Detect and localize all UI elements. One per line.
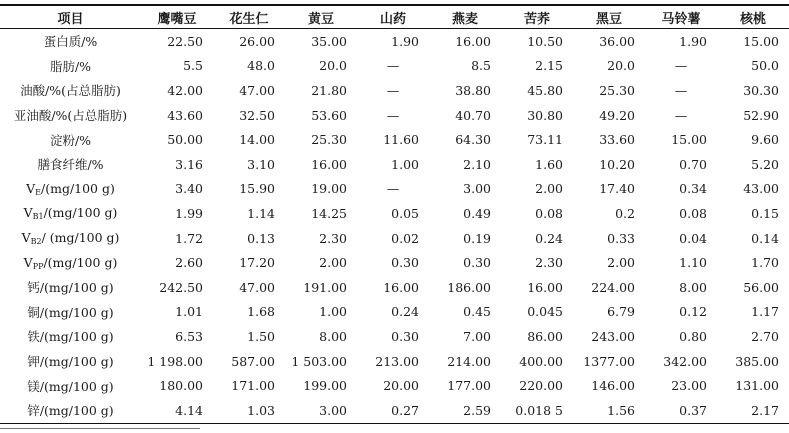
table-header-row — [0, 5, 789, 29]
table-cell: 26.00 — [239, 33, 275, 49]
table-row — [0, 398, 789, 423]
table-row — [0, 324, 789, 349]
table-cell: 5.5 — [183, 58, 203, 74]
table-cell: 2.60 — [175, 255, 203, 271]
table-cell: 1.60 — [535, 156, 563, 172]
table-row — [0, 201, 789, 226]
row-label — [0, 250, 141, 275]
table-cell: 0.018 5 — [501, 398, 573, 423]
table-row — [0, 152, 789, 177]
row-label: 蛋白质/% — [43, 34, 98, 50]
row-label: 镁/(mg/100 g) — [27, 378, 114, 394]
row-label-subscript: B1 — [32, 212, 44, 222]
table-row — [0, 78, 789, 103]
table-cell: 2.30 — [319, 230, 347, 246]
table-row — [0, 103, 789, 128]
table-cell: 47.00 — [239, 82, 275, 98]
table-cell: 2.70 — [751, 328, 779, 344]
table-cell: 213.00 — [375, 353, 419, 369]
table-row — [0, 349, 789, 374]
column-header-food: 黄豆 — [285, 5, 357, 29]
row-label: 淀粉/% — [49, 132, 92, 148]
table-cell: 171.00 — [231, 378, 275, 394]
table-cell: 8.00 — [319, 328, 347, 344]
table-cell: 1.14 — [247, 205, 275, 221]
table-cell: 16.00 — [383, 279, 419, 295]
table-row — [0, 373, 789, 398]
table-cell: 2.15 — [535, 58, 563, 74]
table-cell: 4.14 — [141, 398, 213, 423]
column-header-food: 花生仁 — [213, 5, 285, 29]
table-cell: 53.60 — [311, 107, 347, 123]
row-label — [0, 201, 141, 226]
table-cell: 8.00 — [679, 279, 707, 295]
table-cell: 3.10 — [247, 156, 275, 172]
table-cell: 6.79 — [607, 304, 635, 320]
table-cell: 33.60 — [599, 132, 635, 148]
table-row — [0, 300, 789, 325]
row-label-subscript: PP — [32, 261, 44, 271]
table-cell: 242.50 — [159, 279, 203, 295]
table-cell: 0.45 — [463, 304, 491, 320]
table-cell: 48.0 — [247, 58, 275, 74]
table-cell: 14.25 — [311, 205, 347, 221]
table-cell: — — [674, 58, 688, 74]
row-label-main: V — [23, 254, 33, 270]
table-cell: 0.08 — [535, 205, 563, 221]
table-cell: 20.0 — [319, 58, 347, 74]
table-cell: 180.00 — [159, 378, 203, 394]
table-cell: 0.49 — [463, 205, 491, 221]
table-cell: 1.90 — [679, 33, 707, 49]
table-cell: 49.20 — [599, 107, 635, 123]
table-cell: 0.24 — [535, 230, 563, 246]
table-cell: 400.00 — [519, 353, 563, 369]
table-cell: 1.03 — [213, 398, 285, 423]
table-cell: 1.70 — [751, 255, 779, 271]
table-cell: 214.00 — [447, 353, 491, 369]
table-cell: 64.30 — [455, 132, 491, 148]
column-header-food: 黑豆 — [573, 5, 645, 29]
row-label: 膳食纤维/% — [37, 157, 104, 173]
table-cell: 0.27 — [357, 398, 429, 423]
table-cell: 191.00 — [303, 279, 347, 295]
column-header-food: 马铃薯 — [645, 5, 717, 29]
table-cell: 0.70 — [679, 156, 707, 172]
table-row — [0, 177, 789, 202]
table-body — [0, 29, 789, 424]
row-label: 油酸/%(占总脂肪) — [20, 83, 121, 99]
row-label: 铜/(mg/100 g) — [27, 304, 114, 320]
table-cell: 17.20 — [239, 255, 275, 271]
table-cell: 15.00 — [671, 132, 707, 148]
table-cell: 1.50 — [247, 328, 275, 344]
table-cell: 10.50 — [527, 33, 563, 49]
table-cell: 0.24 — [391, 304, 419, 320]
table-cell: 131.00 — [735, 378, 779, 394]
table-cell: — — [386, 107, 400, 123]
table-cell: 0.80 — [679, 328, 707, 344]
row-label: 亚油酸/%(占总脂肪) — [13, 108, 128, 124]
table-cell: — — [386, 181, 400, 197]
table-cell: 30.80 — [527, 107, 563, 123]
row-label: 脂肪/% — [49, 58, 92, 74]
table-cell: 0.05 — [391, 205, 419, 221]
row-label-main: V — [23, 205, 33, 221]
row-label-unit: /(mg/100 g) — [43, 254, 118, 270]
table-cell: 10.20 — [599, 156, 635, 172]
table-cell: 177.00 — [447, 378, 491, 394]
table-cell: — — [386, 58, 400, 74]
row-label: 锌/(mg/100 g) — [0, 398, 141, 423]
table-row — [0, 29, 789, 54]
table-cell: 7.00 — [463, 328, 491, 344]
table-cell: 23.00 — [671, 378, 707, 394]
table-cell: 17.40 — [599, 181, 635, 197]
table-cell: 36.00 — [599, 33, 635, 49]
table-cell: 220.00 — [519, 378, 563, 394]
table-cell: 86.00 — [527, 328, 563, 344]
table-cell: 1.10 — [679, 255, 707, 271]
table-cell: 43.60 — [167, 107, 203, 123]
table-cell: 0.34 — [679, 181, 707, 197]
table-cell: 5.20 — [751, 156, 779, 172]
table-cell: 146.00 — [591, 378, 635, 394]
table-cell: — — [386, 82, 400, 98]
table-cell: 1 503.00 — [291, 353, 347, 369]
table-row — [0, 275, 789, 300]
table-row — [0, 127, 789, 152]
table-cell: 1.68 — [247, 304, 275, 320]
table-cell: 50.00 — [167, 132, 203, 148]
column-header-food: 核桃 — [717, 5, 789, 29]
table-cell: 0.30 — [391, 328, 419, 344]
row-label-unit: /(mg/100 g) — [41, 180, 115, 196]
table-cell: 0.045 — [527, 304, 563, 320]
row-label: 钾/(mg/100 g) — [27, 354, 114, 370]
row-label-main: V — [21, 230, 31, 246]
table-cell: 20.0 — [607, 58, 635, 74]
table-cell: 0.33 — [607, 230, 635, 246]
nutrition-table — [0, 4, 789, 424]
table-cell: 2.00 — [607, 255, 635, 271]
footnote-rule — [0, 428, 200, 429]
row-label-main: V — [26, 180, 36, 196]
table-cell: 73.11 — [527, 132, 563, 148]
table-cell: 587.00 — [231, 353, 275, 369]
nutrition-table-container — [0, 4, 789, 424]
table-cell: 0.30 — [463, 255, 491, 271]
table-cell: 1.99 — [175, 205, 203, 221]
table-cell: 385.00 — [735, 353, 779, 369]
table-cell: 1.56 — [573, 398, 645, 423]
table-cell: 11.60 — [383, 132, 419, 148]
table-cell: — — [674, 107, 688, 123]
table-cell: 56.00 — [743, 279, 779, 295]
table-cell: 43.00 — [743, 181, 779, 197]
table-cell: 14.00 — [239, 132, 275, 148]
table-cell: 0.15 — [751, 205, 779, 221]
table-cell: 2.00 — [319, 255, 347, 271]
table-cell: 2.59 — [429, 398, 501, 423]
table-cell: 20.00 — [383, 378, 419, 394]
table-cell: 0.04 — [679, 230, 707, 246]
column-header-food: 苦荞 — [501, 5, 573, 29]
table-cell: 25.30 — [311, 132, 347, 148]
table-cell: 38.80 — [455, 82, 491, 98]
table-cell: 6.53 — [175, 328, 203, 344]
table-cell: 42.00 — [167, 82, 203, 98]
table-cell: 22.50 — [167, 33, 203, 49]
table-cell: 15.00 — [743, 33, 779, 49]
table-cell: 1.72 — [175, 230, 203, 246]
column-header-food: 山药 — [357, 5, 429, 29]
table-cell: 50.0 — [751, 58, 779, 74]
table-cell: 9.60 — [751, 132, 779, 148]
table-cell: 0.2 — [615, 205, 635, 221]
table-cell: 1.00 — [391, 156, 419, 172]
row-label — [0, 226, 141, 251]
table-cell: 0.13 — [247, 230, 275, 246]
table-cell: 3.00 — [463, 181, 491, 197]
table-cell: 3.40 — [175, 181, 203, 197]
table-cell: 0.30 — [391, 255, 419, 271]
row-label — [0, 177, 141, 202]
table-row — [0, 54, 789, 79]
table-row — [0, 226, 789, 251]
table-cell: 16.00 — [311, 156, 347, 172]
table-cell: 1377.00 — [583, 353, 635, 369]
table-cell: 1.17 — [751, 304, 779, 320]
table-cell: 186.00 — [447, 279, 491, 295]
table-cell: 2.30 — [535, 255, 563, 271]
table-cell: 25.30 — [599, 82, 635, 98]
row-label: 钙/(mg/100 g) — [27, 280, 114, 296]
table-cell: 2.10 — [463, 156, 491, 172]
table-cell: 243.00 — [591, 328, 635, 344]
table-cell: 8.5 — [471, 58, 491, 74]
table-cell: 0.08 — [679, 205, 707, 221]
table-cell: 32.50 — [239, 107, 275, 123]
table-cell: 16.00 — [527, 279, 563, 295]
table-cell: 45.80 — [527, 82, 563, 98]
table-cell: 1 198.00 — [147, 353, 203, 369]
table-cell: 199.00 — [303, 378, 347, 394]
table-cell: 1.00 — [319, 304, 347, 320]
table-cell: 0.12 — [679, 304, 707, 320]
table-cell: 21.80 — [311, 82, 347, 98]
row-label: 铁/(mg/100 g) — [27, 329, 114, 345]
column-header-item: 项目 — [0, 5, 141, 29]
row-label-unit: /(mg/100 g) — [43, 205, 118, 221]
table-cell: 35.00 — [311, 33, 347, 49]
table-cell: — — [674, 82, 688, 98]
table-cell: 0.02 — [391, 230, 419, 246]
row-label-unit: / (mg/100 g) — [41, 230, 120, 246]
table-cell: 0.14 — [751, 230, 779, 246]
table-cell: 0.37 — [645, 398, 717, 423]
row-label-subscript: B2 — [30, 237, 42, 247]
table-cell: 2.17 — [717, 398, 789, 423]
column-header-food: 鹰嘴豆 — [141, 5, 213, 29]
row-label-subscript: E — [35, 187, 41, 197]
table-cell: 16.00 — [455, 33, 491, 49]
table-cell: 342.00 — [663, 353, 707, 369]
table-cell: 30.30 — [743, 82, 779, 98]
table-cell: 1.90 — [391, 33, 419, 49]
table-cell: 3.00 — [285, 398, 357, 423]
table-row — [0, 250, 789, 275]
table-cell: 1.01 — [175, 304, 203, 320]
table-cell: 40.70 — [455, 107, 491, 123]
table-cell: 2.00 — [535, 181, 563, 197]
table-cell: 52.90 — [743, 107, 779, 123]
table-cell: 0.19 — [463, 230, 491, 246]
table-cell: 3.16 — [175, 156, 203, 172]
table-cell: 15.90 — [239, 181, 275, 197]
table-cell: 19.00 — [311, 181, 347, 197]
table-cell: 47.00 — [239, 279, 275, 295]
column-header-food: 燕麦 — [429, 5, 501, 29]
table-cell: 224.00 — [591, 279, 635, 295]
